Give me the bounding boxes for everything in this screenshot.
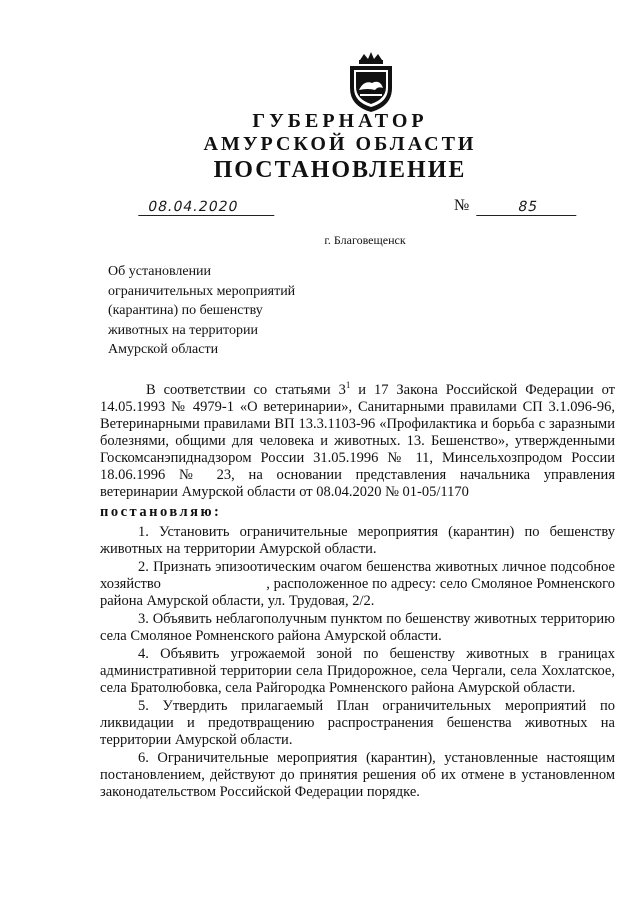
header-document-type: ПОСТАНОВЛЕНИЕ xyxy=(213,157,467,183)
preamble-superscript: 1 xyxy=(345,380,351,391)
header-governor: ГУБЕРНАТОР xyxy=(252,110,428,132)
preamble xyxy=(100,382,615,501)
resolution-item: 5. Утвердить прилагаемый План ограничительных мероприятий по ликвидации и предотвращению распространения бешенства животных на территории Амурской области. xyxy=(100,698,615,748)
preamble-part2: и 17 Закона Российской Федерации от 14.05.1993 № 4979-1 «О ветеринарии», Санитарными правилами СП 3.1.096-96, Ветеринарными правилами ВП 13.3.1103-96 «Профилактика и борьба с заразными болезнями, общими для человека и животных. 13. Бешенство», утвержденными Госкомсанэпиднадзором России 31.05.1996 № 11, Минсельхозпродом России 18.06.1996 № 23, на основании представления начальника управления ветеринарии Амурской области от 08.04.2020 № 01-05/1170 xyxy=(100,382,615,500)
document-number: 85 xyxy=(476,199,580,216)
coat-of-arms-icon xyxy=(342,50,400,114)
subject-line: (карантина) по бешенству xyxy=(108,303,263,318)
document-date: 08.04.2020 xyxy=(138,199,278,216)
header-region: АМУРСКОЙ ОБЛАСТИ xyxy=(203,133,477,155)
subject-line: ограничительных мероприятий xyxy=(108,283,296,299)
resolution-item: 1. Установить ограничительные мероприятия (карантин) по бешенству животных на территории Амурской области. xyxy=(100,524,615,557)
preamble-part1: В соответствии со статьями 3 xyxy=(146,382,346,398)
number-label: № xyxy=(454,197,470,214)
city: г. Благовещенск xyxy=(324,233,406,247)
resolution-item: 6. Ограничительные мероприятия (карантин), установленные настоящим постановлением, действуют до принятия решения об их отмене в установленном законодательством Российской Федерации порядке. xyxy=(100,750,615,800)
resolution-item: 2. Признать эпизоотическим очагом бешенства животных личное подсобное хозяйство , расположенное по адресу: село Смоляное Ромненского района Амурской области, ул. Трудовая, 2/2. xyxy=(100,559,619,609)
document-body xyxy=(100,380,619,802)
document-subject xyxy=(108,262,368,360)
subject-line: Об установлении xyxy=(108,264,212,279)
subject-line: животных на территории xyxy=(108,322,258,338)
subject-line: Амурской области xyxy=(108,342,219,357)
resolution-item: 4. Объявить угрожаемой зоной по бешенству животных в границах административной территории села Придорожное, села Чергали, села Хохлатское, села Братолюбовка, села Райгородка Ромненского района Амурской области. xyxy=(100,646,615,696)
resolution-item: 3. Объявить неблагополучным пунктом по бешенству животных территорию села Смоляное Ромненского района Амурской области. xyxy=(100,611,615,644)
resolve-word: постановляю: xyxy=(100,504,222,520)
